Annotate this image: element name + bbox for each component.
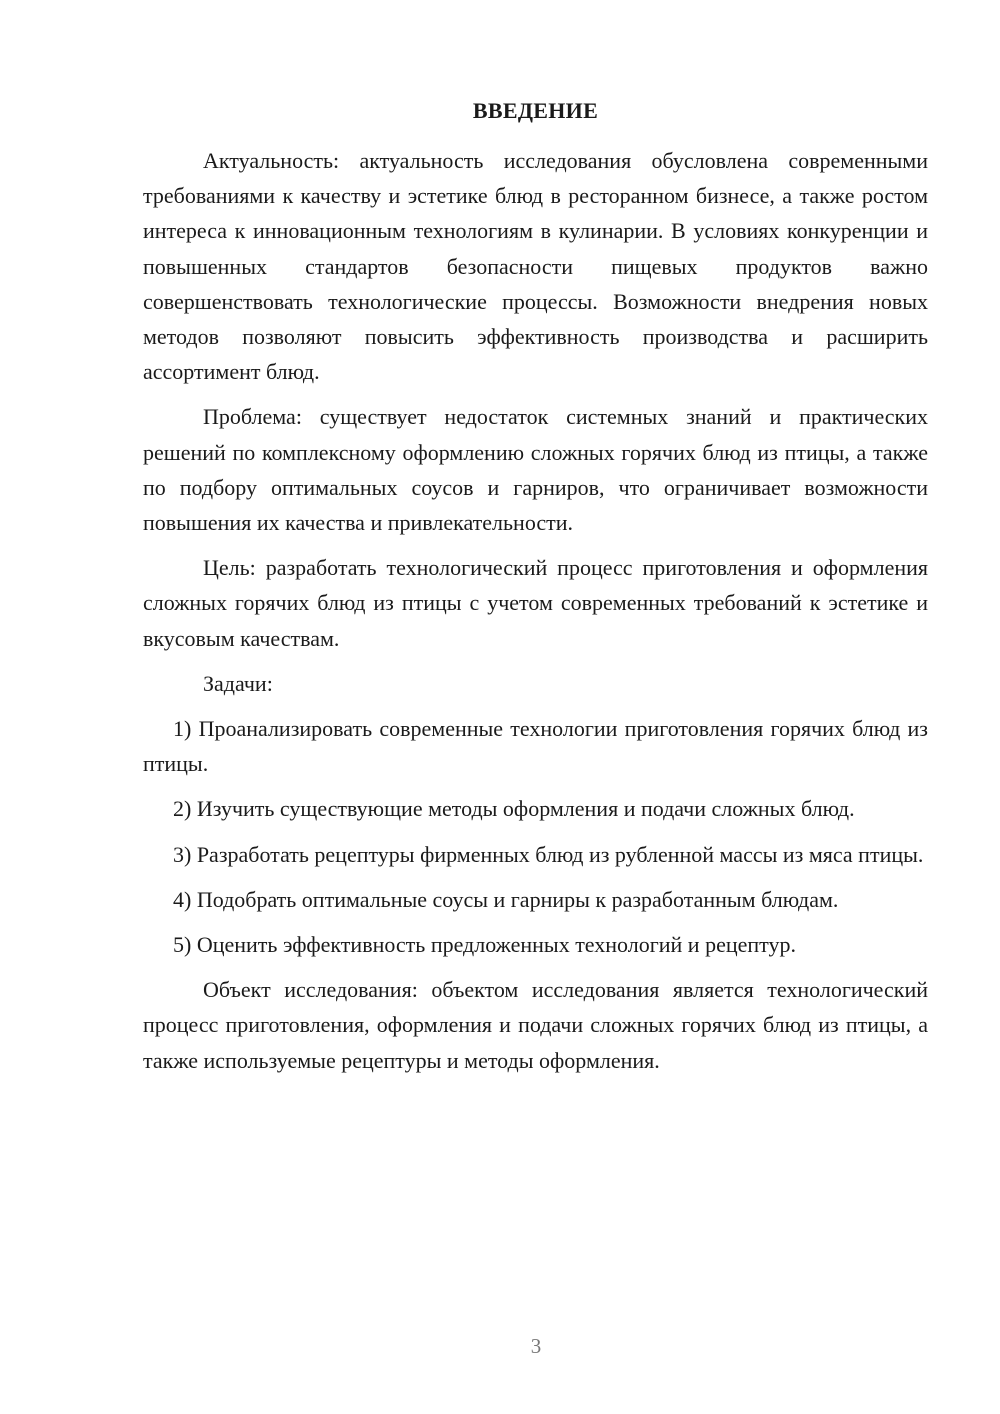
paragraph-relevance: Актуальность: актуальность исследования обусловлена современными требованиями к качеству и эстетике блюд в ресторанном бизнесе, а также ростом интереса к инновационным технологиям в кулинарии. В условиях конкуренции и повышенных стандартов безопасности пищевых продуктов важно совершенствовать технологические процессы. Возможности внедрения новых методов позволяют повысить эффективность производства и расширить ассортимент блюд. (143, 148, 928, 385)
task-item-1: 1) Проанализировать современные технологии приготовления горячих блюд из птицы. (143, 716, 928, 777)
paragraph-problem: Проблема: существует недостаток системных знаний и практических решений по комплексному оформлению сложных горячих блюд из птицы, а также по подбору оптимальных соусов и гарниров, что ограничивает возможности повышения их качества и привлекательности. (143, 404, 928, 536)
task-item-3: 3) Разработать рецептуры фирменных блюд из рубленной массы из мяса птицы. (173, 841, 924, 867)
task-item-5: 5) Оценить эффективность предложенных технологий и рецептур. (173, 932, 796, 958)
page-number: 3 (530, 1334, 542, 1358)
paragraph-tasks-heading: Задачи: (203, 670, 273, 696)
paragraph-goal: Цель: разработать технологический процесс приготовления и оформления сложных горячих блюд из птицы с учетом современных требований к эстетике и вкусовым качествам. (143, 555, 928, 651)
task-item-2: 2) Изучить существующие методы оформления и подачи сложных блюд. (173, 796, 855, 822)
page-title: ВВЕДЕНИЕ (472, 98, 599, 123)
document-body (143, 143, 928, 1078)
task-item-4: 4) Подобрать оптимальные соусы и гарниры к разработанным блюдам. (173, 886, 839, 912)
paragraph-object: Объект исследования: объектом исследования является технологический процесс приготовления, оформления и подачи сложных горячих блюд из птицы, а также используемые рецептуры и методы оформления. (143, 977, 928, 1073)
